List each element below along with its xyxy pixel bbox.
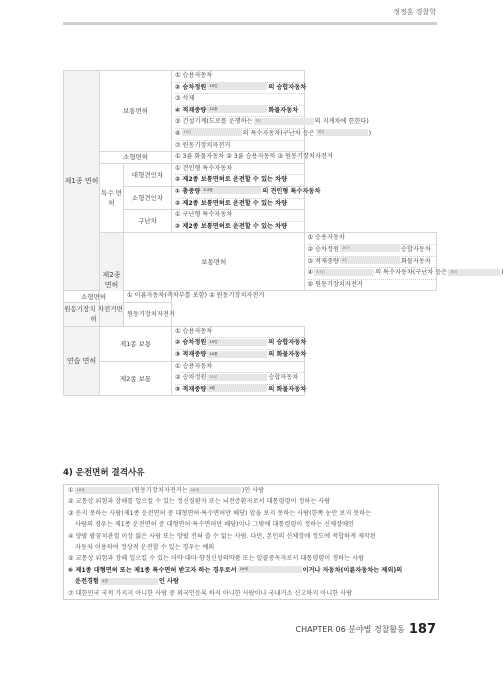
blank-hint: 3.5톤 xyxy=(316,269,326,274)
learner-class1-label: 제1종 보통 xyxy=(100,326,172,361)
page-footer xyxy=(296,622,436,637)
blank-fill xyxy=(314,269,374,276)
blank-fill xyxy=(201,187,261,194)
class2-label: 제2종 면허 xyxy=(100,233,124,327)
class1-regular-items xyxy=(172,71,372,152)
page-number: 187 xyxy=(408,622,436,637)
class2-regular-label: 보통면허 xyxy=(124,233,305,291)
learner-label: 연습 면허 xyxy=(64,326,100,396)
wrecker-items xyxy=(172,210,305,233)
learner-class2-items xyxy=(172,361,305,396)
header-rule xyxy=(63,22,437,25)
small-tow-items: ① 총중량 3.5톤 의 견인형 특수자동차 ② 제2종 보통면허로 운전할 수 있는 차량 xyxy=(172,186,305,209)
blank-fill xyxy=(207,339,267,346)
class2-regular-items xyxy=(304,233,504,291)
class2-small-items: ① 이륜자동차(측차부를 포함) ② 원동기장치자전거 xyxy=(124,291,172,303)
list-item: ⑤ 건설기계(도로를 운행하는 3톤 의 지게차에 한한다) xyxy=(175,117,304,129)
blank-fill xyxy=(340,257,400,264)
list-item: ① 승용자동차 xyxy=(175,71,304,83)
disqualification-item: 운전경험 1년 인 사람 xyxy=(64,576,438,587)
blank-hint: 10톤 xyxy=(183,130,192,135)
list-item: ⑥ 10톤 의 특수자동차(구난차 등은 제외 ) xyxy=(175,129,304,141)
blank-hint: 3톤 xyxy=(255,118,262,123)
disqualification-item: ⑤ 교통상 위험과 장해 일으킬 수 있는 마약·대마·향정신성의약품 또는 알콜중독자로서 대통령령이 정하는 사람 xyxy=(68,555,365,563)
list-item: ② 제2종 보통면허로 운전할 수 있는 차량 xyxy=(175,176,288,184)
list-item: ④ 적재중량 12톤 화물자동차 xyxy=(175,106,304,118)
list-item: ③ 적재중량 4톤 화물자동차 xyxy=(308,257,437,269)
blank-hint: 1년 xyxy=(101,578,108,583)
blank-fill xyxy=(75,487,131,494)
list-item: ⑦ 원동기장치자전거 xyxy=(175,141,231,149)
blank-hint: 10인 xyxy=(341,246,350,251)
list-item: ① 승용자동차 xyxy=(308,233,437,245)
class1-small-items: ① 3륜 화물자동차 ② 3륜 승용자동차 ③ 원동기장치자전거 xyxy=(172,152,305,164)
disqualification-item: ① 18세 (원동기장치자전거는 16세 )인 사람 xyxy=(64,485,438,496)
blank-hint: 19세 xyxy=(239,567,248,572)
list-item: ③ 적재중량 12톤 의 화물자동차 xyxy=(175,350,304,361)
blank-fill xyxy=(207,83,267,90)
book-title: 정정훈 경찰학 xyxy=(393,8,436,16)
license-class-table xyxy=(63,70,504,396)
wrecker-label: 구난차 xyxy=(124,210,172,233)
moped-items: 원동기장치자전거 xyxy=(124,302,172,326)
blank-fill xyxy=(189,487,241,494)
list-item: ② 승차정원 15인 의 승합자동차 xyxy=(175,338,304,350)
list-item: ② 제2종 보통면허로 운전할 수 있는 차량 xyxy=(175,222,288,230)
blank-fill xyxy=(254,118,314,125)
disqualification-item: 사람의 경우는 제1종 운전면허 중 대형면허·특수면허만 해당)이나 그밖에 대통령령이 정하는 신체장애인 xyxy=(75,521,355,529)
disqualification-item: ⑥ 제1종 대형면허 또는 제1종 특수면허 받고자 하는 경우로서 19세 이거나 자동차(이륜자동차는 제외)의 xyxy=(64,565,438,576)
disqualification-item: 자동차 이용하여 정상적 운전할 수 있는 경우는 예외 xyxy=(75,544,215,552)
blank-hint: 15인 xyxy=(209,84,218,89)
list-item: ① 승용자동차 xyxy=(175,327,304,339)
blank-fill xyxy=(238,566,302,573)
list-item: ① 승용자동차 xyxy=(175,362,304,374)
list-item: ② 승차정원 10인 승합자동차 xyxy=(175,373,304,385)
blank-fill xyxy=(448,269,500,276)
special-label: 특수 면허 xyxy=(100,163,124,233)
blank-fill xyxy=(207,385,267,392)
blank-fill xyxy=(207,351,267,358)
class1-small-label: 소형면허 xyxy=(100,152,172,164)
blank-fill xyxy=(340,245,400,252)
list-item: ① 견인형 특수자동차 xyxy=(175,164,304,176)
moped-label: 원동기장치 자전거면허 xyxy=(64,302,124,326)
list-item: ⑤ 원동기장치자전거 xyxy=(307,280,363,288)
disqualification-item: ⑦ 대한민국 국적 가지지 아니한 사람 중 외국인등록 하지 아니한 사람이나 국내거소 신고하지 아니한 사람 xyxy=(68,589,353,597)
blank-fill xyxy=(207,106,267,113)
blank-fill xyxy=(100,578,158,585)
disqualification-list xyxy=(63,484,439,600)
blank-hint: 제외 xyxy=(450,269,457,274)
blank-hint: 16세 xyxy=(190,487,199,492)
list-item: ③ 삭제 xyxy=(175,94,304,106)
learner-class2-label: 제2종 보통 xyxy=(100,361,172,396)
blank-hint: 10인 xyxy=(209,374,218,379)
small-tow-label: 소형견인차 xyxy=(124,186,172,209)
chapter-label: CHAPTER 06 분야별 경찰활동 xyxy=(295,625,405,634)
disqualification-item: ② 교통상 위험과 장해를 일으킬 수 있는 정신질환자 또는 뇌전증환자로서 대통령령이 정하는 사람 xyxy=(68,498,331,506)
blank-fill xyxy=(182,129,242,136)
blank-hint: 제외 xyxy=(317,130,325,135)
class1-label: 제1종 면허 xyxy=(64,71,100,291)
blank-fill xyxy=(316,129,368,136)
list-item: ① 구난형 특수자동차 xyxy=(175,210,304,222)
blank-hint: 15인 xyxy=(209,339,218,344)
list-item: ② 승차정원 10인 승합자동차 xyxy=(308,245,437,257)
blank-hint: 4톤 xyxy=(341,258,348,262)
blank-hint: 3.5톤 xyxy=(203,188,213,193)
blank-hint: 4톤 xyxy=(209,386,216,391)
list-item: ③ 적재중량 4톤 의 화물자동차 xyxy=(175,385,304,396)
disqualification-item: ④ 양팔 팔꿈치관절 이상 잃은 사람 또는 양팔 전혀 쓸 수 없는 사람. 다만, 본인의 신체장애 정도에 적합하게 제작된 xyxy=(68,532,376,540)
class2-small-label: 소형면허 xyxy=(64,291,124,303)
learner-class1-items xyxy=(172,326,305,361)
section-title: 4) 운전면허 결격사유 xyxy=(63,468,145,478)
large-tow-items xyxy=(172,163,305,186)
list-item: ④ 3.5톤 의 특수자동차(구난차 등은 제외 ) xyxy=(308,268,437,280)
blank-hint: 18세 xyxy=(76,487,85,492)
blank-fill xyxy=(207,374,267,381)
disqualification-item: ③ 듣지 못하는 사람(제1종 운전면허 중 대형면허·특수면허만 해당) 앞을 보지 못하는 사람(한쪽 눈만 보지 못하는 xyxy=(68,509,372,517)
large-tow-label: 대형견인차 xyxy=(124,163,172,186)
list-item: ② 승차정원 15인 의 승합자동차 xyxy=(175,83,304,95)
class1-regular-label: 보통면허 xyxy=(100,71,172,152)
blank-hint: 12톤 xyxy=(209,351,218,356)
blank-hint: 12톤 xyxy=(209,107,218,112)
